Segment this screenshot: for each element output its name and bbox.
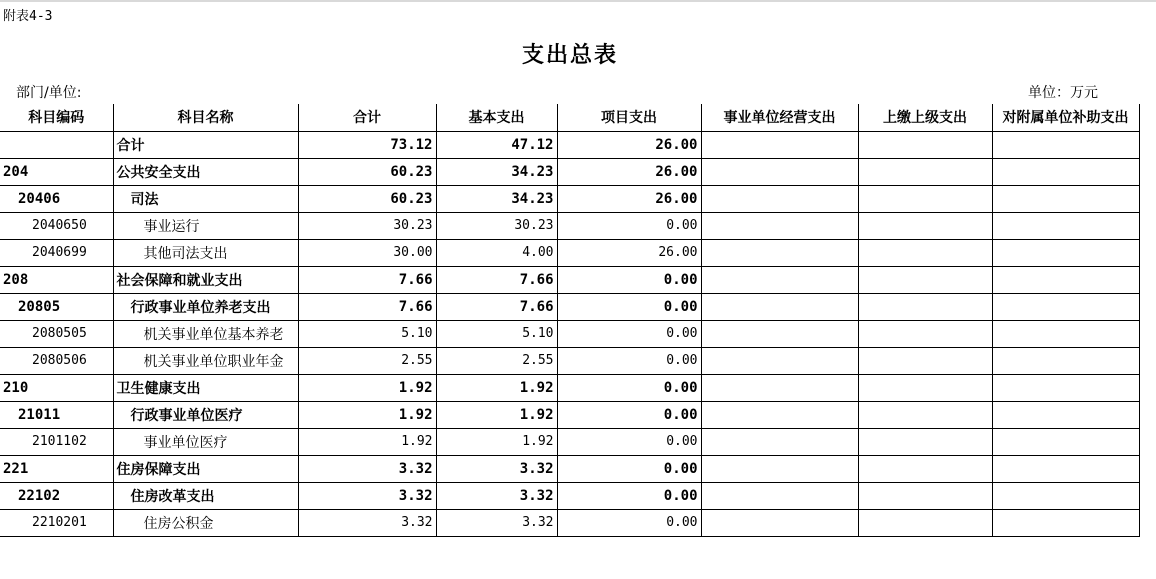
business-expense-cell bbox=[701, 509, 858, 536]
account-code-cell: 20805 bbox=[0, 293, 113, 320]
upper-payment-cell bbox=[858, 509, 992, 536]
basic-expense-cell: 34.23 bbox=[436, 158, 557, 185]
account-code-cell: 221 bbox=[0, 455, 113, 482]
project-expense-cell: 0.00 bbox=[557, 509, 701, 536]
project-expense-cell: 0.00 bbox=[557, 347, 701, 374]
project-expense-cell: 0.00 bbox=[557, 482, 701, 509]
business-expense-cell bbox=[701, 455, 858, 482]
account-code-cell: 210 bbox=[0, 374, 113, 401]
subsidy-cell bbox=[992, 239, 1139, 266]
column-header-subsidy: 对附属单位补助支出 bbox=[992, 104, 1139, 131]
table-row bbox=[0, 320, 1139, 347]
subsidy-cell bbox=[992, 347, 1139, 374]
basic-expense-cell: 3.32 bbox=[436, 509, 557, 536]
account-name-cell: 机关事业单位基本养老 bbox=[113, 320, 298, 347]
upper-payment-cell bbox=[858, 212, 992, 239]
account-name-cell: 公共安全支出 bbox=[113, 158, 298, 185]
account-code-cell: 2040650 bbox=[0, 212, 113, 239]
basic-expense-cell: 7.66 bbox=[436, 266, 557, 293]
subsidy-cell bbox=[992, 212, 1139, 239]
table-row bbox=[0, 239, 1139, 266]
basic-expense-cell: 30.23 bbox=[436, 212, 557, 239]
page-title: 支出总表 bbox=[521, 42, 618, 68]
upper-payment-cell bbox=[858, 428, 992, 455]
basic-expense-cell: 1.92 bbox=[436, 401, 557, 428]
account-code-cell: 22102 bbox=[0, 482, 113, 509]
attachment-label: 附表4-3 bbox=[3, 9, 53, 24]
basic-expense-cell: 4.00 bbox=[436, 239, 557, 266]
account-name-cell: 住房改革支出 bbox=[113, 482, 298, 509]
subsidy-cell bbox=[992, 401, 1139, 428]
column-header-total: 合计 bbox=[298, 104, 436, 131]
unit-label: 单位：万元 bbox=[1028, 85, 1098, 101]
table-row bbox=[0, 212, 1139, 239]
upper-payment-cell bbox=[858, 374, 992, 401]
subsidy-cell bbox=[992, 131, 1139, 158]
basic-expense-cell: 3.32 bbox=[436, 455, 557, 482]
total-cell: 1.92 bbox=[298, 401, 436, 428]
table-header-row bbox=[0, 104, 1139, 131]
basic-expense-cell: 1.92 bbox=[436, 374, 557, 401]
subsidy-cell bbox=[992, 509, 1139, 536]
total-cell: 3.32 bbox=[298, 482, 436, 509]
basic-expense-cell: 1.92 bbox=[436, 428, 557, 455]
table-row bbox=[0, 374, 1139, 401]
account-code-cell: 21011 bbox=[0, 401, 113, 428]
subsidy-cell bbox=[992, 455, 1139, 482]
project-expense-cell: 26.00 bbox=[557, 185, 701, 212]
project-expense-cell: 26.00 bbox=[557, 158, 701, 185]
project-expense-cell: 0.00 bbox=[557, 293, 701, 320]
basic-expense-cell: 5.10 bbox=[436, 320, 557, 347]
business-expense-cell bbox=[701, 131, 858, 158]
table-row bbox=[0, 185, 1139, 212]
project-expense-cell: 0.00 bbox=[557, 455, 701, 482]
upper-payment-cell bbox=[858, 239, 992, 266]
subsidy-cell bbox=[992, 293, 1139, 320]
account-code-cell: 20406 bbox=[0, 185, 113, 212]
account-name-cell: 行政事业单位养老支出 bbox=[113, 293, 298, 320]
basic-expense-cell: 7.66 bbox=[436, 293, 557, 320]
business-expense-cell bbox=[701, 347, 858, 374]
account-name-cell: 住房公积金 bbox=[113, 509, 298, 536]
total-cell: 7.66 bbox=[298, 266, 436, 293]
account-name-cell: 行政事业单位医疗 bbox=[113, 401, 298, 428]
subsidy-cell bbox=[992, 266, 1139, 293]
account-name-cell: 住房保障支出 bbox=[113, 455, 298, 482]
upper-payment-cell bbox=[858, 131, 992, 158]
account-code-cell: 2101102 bbox=[0, 428, 113, 455]
total-cell: 60.23 bbox=[298, 158, 436, 185]
basic-expense-cell: 47.12 bbox=[436, 131, 557, 158]
project-expense-cell: 0.00 bbox=[557, 212, 701, 239]
table-row bbox=[0, 293, 1139, 320]
upper-payment-cell bbox=[858, 347, 992, 374]
business-expense-cell bbox=[701, 158, 858, 185]
business-expense-cell bbox=[701, 482, 858, 509]
subsidy-cell bbox=[992, 158, 1139, 185]
subsidy-cell bbox=[992, 320, 1139, 347]
account-code-cell: 2210201 bbox=[0, 509, 113, 536]
project-expense-cell: 26.00 bbox=[557, 131, 701, 158]
upper-payment-cell bbox=[858, 185, 992, 212]
account-name-cell: 其他司法支出 bbox=[113, 239, 298, 266]
table-row bbox=[0, 482, 1139, 509]
account-name-cell: 合计 bbox=[113, 131, 298, 158]
column-header-code: 科目编码 bbox=[0, 104, 113, 131]
expenditure-table bbox=[0, 104, 1140, 537]
total-cell: 7.66 bbox=[298, 293, 436, 320]
column-header-project: 项目支出 bbox=[557, 104, 701, 131]
table-row bbox=[0, 266, 1139, 293]
account-code-cell: 2080506 bbox=[0, 347, 113, 374]
project-expense-cell: 0.00 bbox=[557, 320, 701, 347]
upper-payment-cell bbox=[858, 293, 992, 320]
subsidy-cell bbox=[992, 374, 1139, 401]
table-row bbox=[0, 455, 1139, 482]
project-expense-cell: 0.00 bbox=[557, 428, 701, 455]
business-expense-cell bbox=[701, 428, 858, 455]
total-cell: 60.23 bbox=[298, 185, 436, 212]
total-cell: 2.55 bbox=[298, 347, 436, 374]
project-expense-cell: 26.00 bbox=[557, 239, 701, 266]
business-expense-cell bbox=[701, 239, 858, 266]
account-name-cell: 机关事业单位职业年金 bbox=[113, 347, 298, 374]
business-expense-cell bbox=[701, 401, 858, 428]
table-row bbox=[0, 428, 1139, 455]
total-cell: 73.12 bbox=[298, 131, 436, 158]
total-cell: 3.32 bbox=[298, 509, 436, 536]
total-cell: 1.92 bbox=[298, 374, 436, 401]
column-header-name: 科目名称 bbox=[113, 104, 298, 131]
total-cell: 30.00 bbox=[298, 239, 436, 266]
table-row bbox=[0, 509, 1139, 536]
upper-payment-cell bbox=[858, 158, 992, 185]
account-code-cell: 204 bbox=[0, 158, 113, 185]
upper-payment-cell bbox=[858, 266, 992, 293]
department-label: 部门/单位: bbox=[16, 85, 82, 101]
project-expense-cell: 0.00 bbox=[557, 374, 701, 401]
basic-expense-cell: 2.55 bbox=[436, 347, 557, 374]
account-code-cell bbox=[0, 131, 113, 158]
total-cell: 30.23 bbox=[298, 212, 436, 239]
subsidy-cell bbox=[992, 185, 1139, 212]
column-header-basic: 基本支出 bbox=[436, 104, 557, 131]
account-name-cell: 事业单位医疗 bbox=[113, 428, 298, 455]
column-header-upper: 上缴上级支出 bbox=[858, 104, 992, 131]
account-name-cell: 司法 bbox=[113, 185, 298, 212]
table-row bbox=[0, 158, 1139, 185]
account-code-cell: 2040699 bbox=[0, 239, 113, 266]
table-row bbox=[0, 347, 1139, 374]
account-name-cell: 卫生健康支出 bbox=[113, 374, 298, 401]
business-expense-cell bbox=[701, 293, 858, 320]
table-row bbox=[0, 131, 1139, 158]
business-expense-cell bbox=[701, 266, 858, 293]
account-name-cell: 社会保障和就业支出 bbox=[113, 266, 298, 293]
subsidy-cell bbox=[992, 482, 1139, 509]
upper-payment-cell bbox=[858, 320, 992, 347]
project-expense-cell: 0.00 bbox=[557, 401, 701, 428]
business-expense-cell bbox=[701, 320, 858, 347]
table-row bbox=[0, 401, 1139, 428]
account-code-cell: 208 bbox=[0, 266, 113, 293]
business-expense-cell bbox=[701, 212, 858, 239]
column-header-business: 事业单位经营支出 bbox=[701, 104, 858, 131]
upper-payment-cell bbox=[858, 482, 992, 509]
business-expense-cell bbox=[701, 374, 858, 401]
table-body bbox=[0, 131, 1139, 536]
upper-payment-cell bbox=[858, 455, 992, 482]
upper-payment-cell bbox=[858, 401, 992, 428]
total-cell: 3.32 bbox=[298, 455, 436, 482]
basic-expense-cell: 34.23 bbox=[436, 185, 557, 212]
business-expense-cell bbox=[701, 185, 858, 212]
total-cell: 1.92 bbox=[298, 428, 436, 455]
total-cell: 5.10 bbox=[298, 320, 436, 347]
basic-expense-cell: 3.32 bbox=[436, 482, 557, 509]
subsidy-cell bbox=[992, 428, 1139, 455]
account-code-cell: 2080505 bbox=[0, 320, 113, 347]
top-border-line bbox=[0, 0, 1156, 2]
project-expense-cell: 0.00 bbox=[557, 266, 701, 293]
account-name-cell: 事业运行 bbox=[113, 212, 298, 239]
